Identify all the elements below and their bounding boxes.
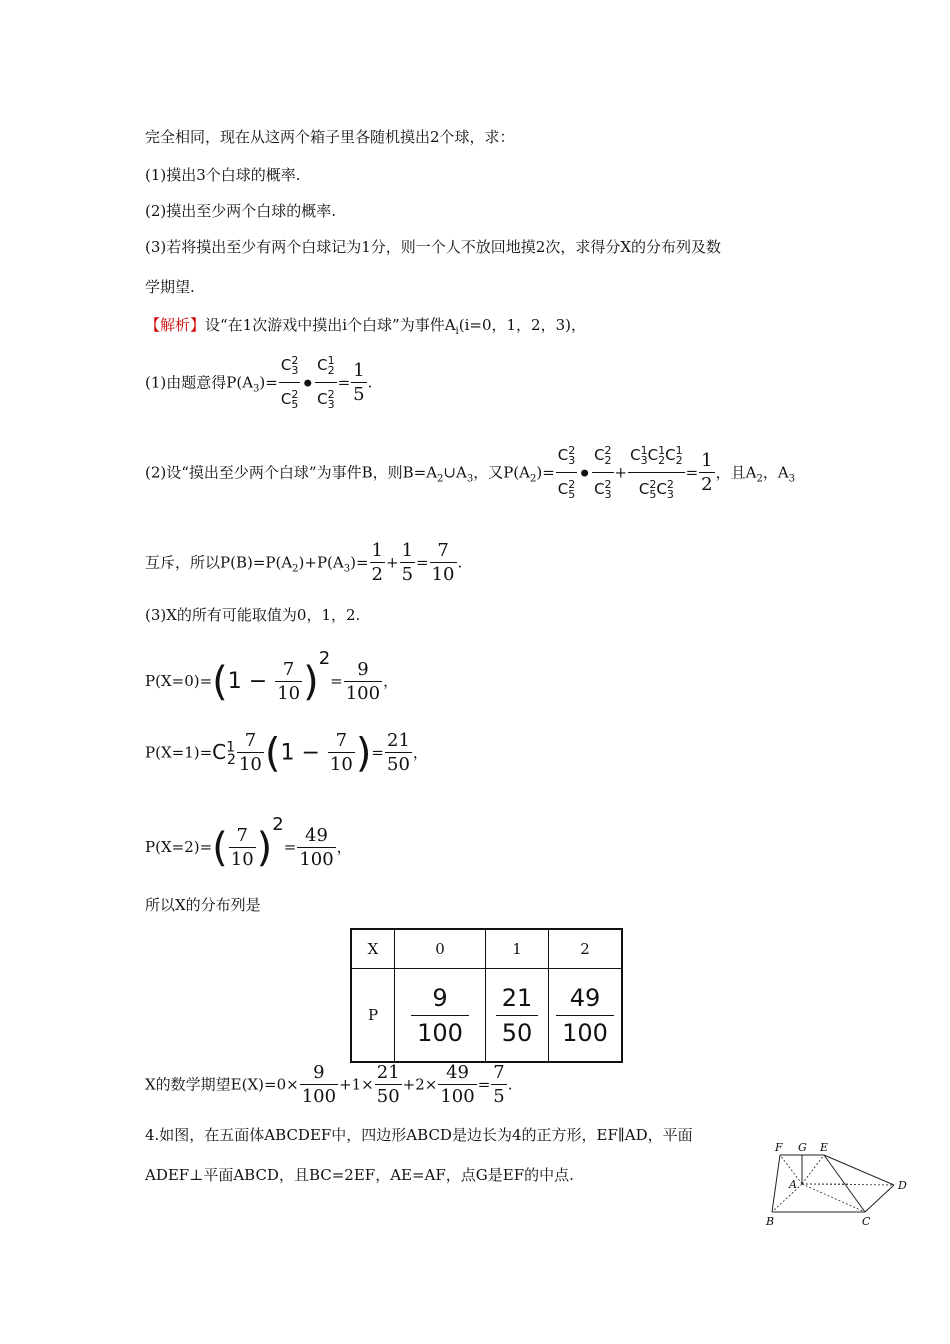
pentahedron-figure — [762, 1138, 922, 1234]
table-cell: P — [351, 969, 395, 1063]
fraction: $\frac{C^2_3}{C^2_5}$ — [279, 350, 300, 417]
expectation-formula: X的数学期望E(X)=0× $\frac{9}{100}$ +1× $\frac{21}{50}$ +2× $\frac{49}{100}$ = $\frac{7}{5}$ . — [145, 1062, 513, 1107]
question-2: (2)摸出至少两个白球的概率. — [145, 202, 337, 220]
question-3-line-1: (3)若将摸出至少有两个白球记为1分，则一个人不放回地摸2次，求得分X的分布列及数 — [145, 238, 722, 256]
vertex-label: G — [798, 1141, 807, 1154]
fraction: $\frac{7}{10}$ — [431, 540, 455, 585]
step-1: (1)由题意得$P(A_3)=$ $\frac{C^2_3}{C^2_5}$ • $\frac{C^1_2}{C^2_3}$ = $\frac{1}{5}$ . — [145, 350, 372, 417]
fraction: $\frac{7}{5}$ — [493, 1062, 505, 1107]
fraction: $\frac{49}{100}$ — [440, 1062, 475, 1107]
fraction: $\frac{21}{50}$ — [376, 1062, 400, 1107]
fraction: $\frac{1}{2}$ — [371, 540, 383, 585]
step-2: (2)设“摸出至少两个白球”为事件B，则$B=A_2\cup A_3$，又$P(A_2)=$ $\frac{C^2_3}{C^2_5}$ • $\frac{C^2_2}{C^2_3}$ + $\frac{C^1_3C^1_2C^1_2}{C^2_5C^2_3}$ = $\frac{1}{2}$ ，且$A_2$，$A_3$ — [145, 440, 795, 507]
fraction: $\frac{7}{10}$ — [329, 730, 353, 775]
table-cell: 2 — [549, 929, 623, 969]
distribution-table — [350, 928, 623, 1063]
table-cell: 1 — [486, 929, 549, 969]
fraction: $\frac{C^1_3C^1_2C^1_2}{C^2_5C^2_3}$ — [628, 440, 684, 507]
fraction: $\frac{1}{5}$ — [353, 360, 365, 405]
px0-formula: P(X=0)=(1 − $\frac{7}{10}$ )2= $\frac{9}{100}$ ， — [145, 648, 399, 705]
fraction: $\frac{C^2_2}{C^2_3}$ — [592, 440, 613, 507]
fraction: $\frac{21}{50}$ — [387, 730, 410, 775]
fraction: $\frac{21}{50}$ — [496, 981, 539, 1050]
table-cell — [395, 969, 486, 1063]
px2-formula: P(X=2)=( $\frac{7}{10}$ )2= $\frac{49}{100}$ ， — [145, 814, 352, 871]
problem-intro: 完全相同，现在从这两个箱子里各随机摸出2个球，求： — [145, 128, 515, 146]
fraction: $\frac{C^2_3}{C^2_5}$ — [556, 440, 577, 507]
solution-intro: 【解析】设“在1次游戏中摸出i个白球”为事件$A_i(i=0$，1，2，3)， — [145, 316, 586, 337]
problem-4-line-2: ADEF⊥平面ABCD，且BC=2EF，AE=AF，点G是EF的中点. — [145, 1166, 574, 1184]
fraction: $\frac{C^1_2}{C^2_3}$ — [315, 350, 336, 417]
table-cell: X — [351, 929, 395, 969]
question-1: (1)摸出3个白球的概率. — [145, 166, 301, 184]
fraction: $\frac{7}{10}$ — [238, 730, 262, 775]
problem-4-line-1: 4.如图，在五面体ABCDEF中，四边形ABCD是边长为4的正方形，EF∥AD，平面 — [145, 1126, 693, 1144]
vertex-label: C — [862, 1215, 871, 1228]
step-2-conclusion: 互斥，所以$P(B)=P(A_2)+P(A_3)=$ $\frac{1}{2}$ + $\frac{1}{5}$ = $\frac{7}{10}$ . — [145, 540, 463, 585]
solution-tag: 【解析】 — [145, 316, 206, 334]
fraction: $\frac{7}{10}$ — [230, 824, 254, 870]
table-cell — [486, 969, 549, 1063]
fraction: $\frac{1}{2}$ — [701, 450, 713, 495]
fraction: $\frac{7}{10}$ — [277, 658, 301, 704]
vertex-label: D — [898, 1179, 907, 1192]
vertex-label: B — [766, 1215, 775, 1228]
vertex-label: F — [775, 1141, 783, 1154]
fraction: $\frac{9}{100}$ — [345, 658, 381, 704]
fraction: $\frac{9}{100}$ — [411, 981, 469, 1050]
step-3: (3)X的所有可能取值为0，1，2. — [145, 606, 361, 624]
distribution-intro: 所以X的分布列是 — [145, 896, 261, 914]
table-cell — [549, 969, 623, 1063]
vertex-label: A — [789, 1178, 797, 1191]
vertex-label: E — [820, 1141, 829, 1154]
fraction: $\frac{9}{100}$ — [301, 1062, 337, 1107]
question-3-line-2: 学期望. — [145, 278, 195, 296]
table-row — [351, 929, 622, 969]
px1-formula: $P(X=1)=C^1_2$ $\frac{7}{10}$ (1 − $\frac{7}{10}$ )= $\frac{21}{50}$ ， — [145, 730, 428, 777]
table-cell: 0 — [395, 929, 486, 969]
fraction: $\frac{49}{100}$ — [556, 981, 614, 1050]
fraction: $\frac{49}{100}$ — [299, 824, 334, 870]
table-row — [351, 969, 622, 1063]
fraction: $\frac{1}{5}$ — [401, 540, 414, 585]
